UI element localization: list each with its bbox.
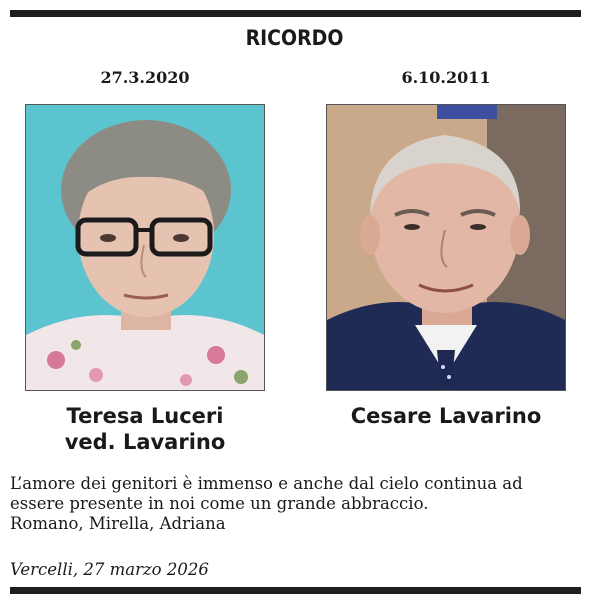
left-name-line-1: Teresa Luceri xyxy=(66,404,224,428)
message-line-1: L’amore dei genitori è immenso e anche dal cielo continua ad xyxy=(10,474,523,493)
left-date: 27.3.2020 xyxy=(100,68,190,87)
message-signatures: Romano, Mirella, Adriana xyxy=(10,514,226,533)
right-name-line-1: Cesare Lavarino xyxy=(350,404,542,428)
top-rule xyxy=(10,10,581,17)
bottom-rule xyxy=(10,587,581,594)
message-line-2: essere presente in noi come un grande abbraccio. xyxy=(10,494,429,513)
memorial-message xyxy=(10,474,585,534)
right-date: 6.10.2011 xyxy=(401,68,491,87)
notice-heading: RICORDO xyxy=(245,26,344,50)
place-and-date: Vercelli, 27 marzo 2026 xyxy=(10,560,209,579)
woman-portrait-image xyxy=(26,105,264,390)
man-portrait-image xyxy=(327,105,565,390)
right-portrait-photo xyxy=(326,104,566,391)
right-person-name xyxy=(316,403,576,429)
left-portrait-photo xyxy=(25,104,265,391)
left-name-line-2: ved. Lavarino xyxy=(64,430,226,454)
left-person-name xyxy=(15,403,275,455)
